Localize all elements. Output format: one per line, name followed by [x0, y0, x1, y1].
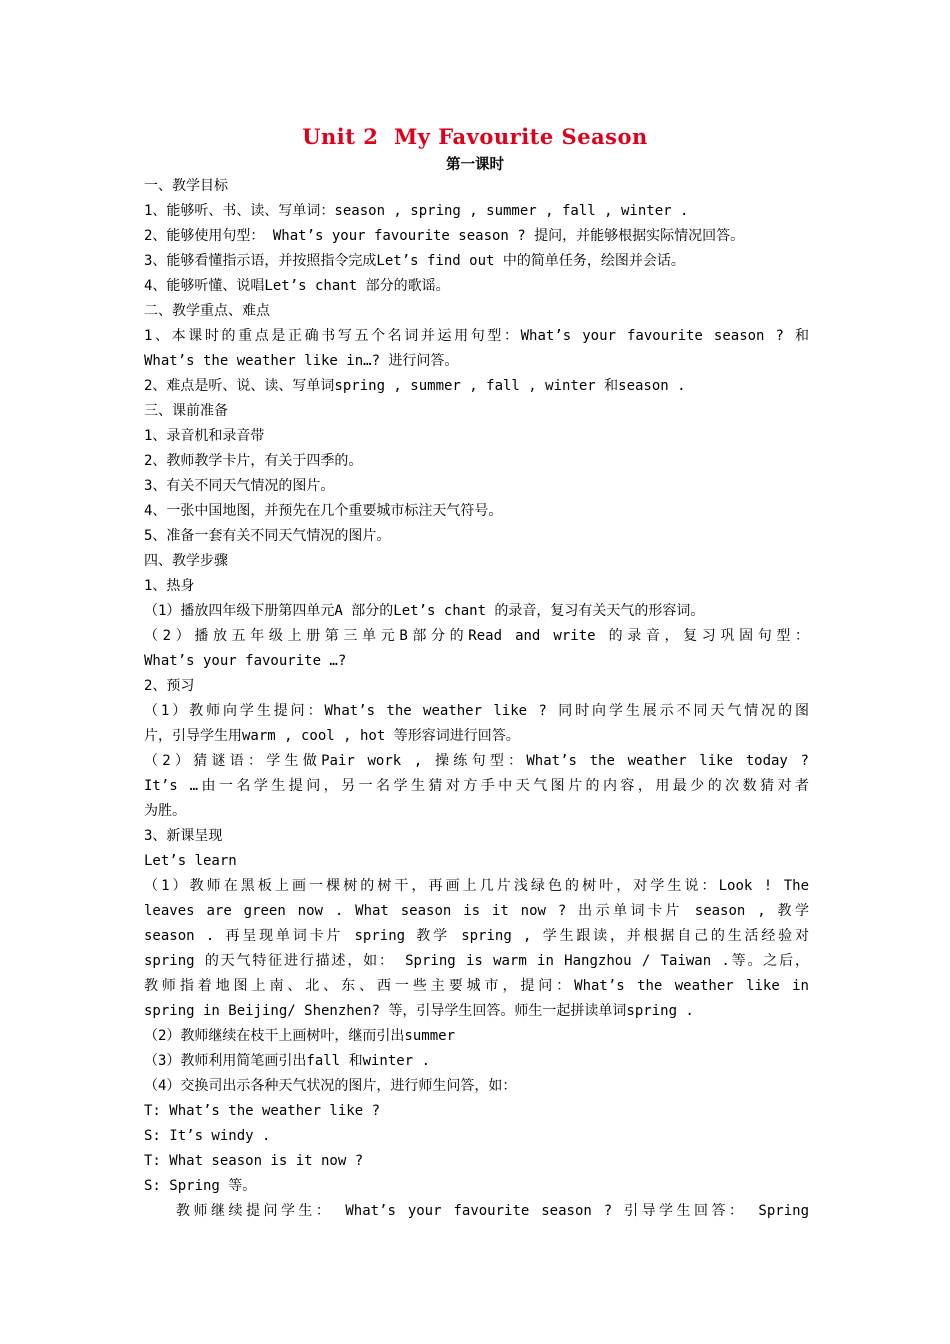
text-line: 2、预习	[144, 678, 195, 694]
lesson-subtitle: 第一课时	[446, 157, 504, 173]
dialogue-line: S: Spring 等。	[144, 1178, 257, 1194]
document-title: Unit 2 My Favourite Season	[302, 124, 648, 149]
document-body	[144, 174, 809, 1224]
text-line: 1、录音机和录音带	[144, 428, 265, 444]
text-line: 4、能够听懂、说唱Let’s chant 部分的歌谣。	[144, 278, 450, 294]
text-line: （4）交换司出示各种天气状况的图片，进行师生问答，如：	[144, 1078, 517, 1094]
text-line: （1）播放四年级下册第四单元A 部分的Let’s chant 的录音，复习有关天气的形容词。	[144, 603, 705, 619]
text-line: spring in Beijing/ Shenzhen? 等，引导学生回答。师生一起拼读单词spring .	[144, 1003, 694, 1019]
text-line: 3、有关不同天气情况的图片。	[144, 478, 335, 494]
text-line: （2）播放五年级上册第三单元B部分的Read and write 的录音，复习巩固句型：	[144, 628, 809, 644]
text-line: leaves are green now . What season is it now ? 出示单词卡片 season , 教学	[144, 903, 809, 919]
dialogue-line: T: What’s the weather like ?	[144, 1103, 381, 1119]
dialogue-line: S: It’s windy .	[144, 1128, 271, 1144]
text-line: （1）教师在黑板上画一棵树的树干，再画上几片浅绿色的树叶，对学生说：Look ! The	[144, 878, 809, 894]
text-line: 2、难点是听、说、读、写单词spring , summer , fall , winter 和season .	[144, 378, 686, 394]
section-heading: 三、课前准备	[144, 403, 228, 419]
section-heading: 二、教学重点、难点	[144, 303, 270, 319]
text-line: What’s the weather like in…? 进行问答。	[144, 353, 459, 369]
text-line: It’s …由一名学生提问，另一名学生猜对方手中天气图片的内容，用最少的次数猜对者	[144, 778, 809, 794]
text-line: 1、本课时的重点是正确书写五个名词并运用句型：What’s your favourite season ? 和	[144, 328, 809, 344]
text-line: 为胜。	[144, 803, 186, 819]
text-line: （2）猜谜语：学生做Pair work , 操练句型：What’s the weather like today ?	[144, 753, 809, 769]
text-line: season . 再呈现单词卡片 spring 教学 spring , 学生跟读，并根据自己的生活经验对	[144, 928, 809, 944]
text-line: 1、能够听、书、读、写单词：season , spring , summer , fall , winter .	[144, 203, 689, 219]
text-line: （2）教师继续在枝干上画树叶，继而引出summer	[144, 1028, 455, 1044]
text-line: spring 的天气特征进行描述，如： Spring is warm in Hangzhou / Taiwan .等。之后，	[144, 953, 809, 969]
text-line: 4、一张中国地图，并预先在几个重要城市标注天气符号。	[144, 503, 503, 519]
text-line: 3、新课呈现	[144, 828, 223, 844]
text-line: 教师继续提问学生： What’s your favourite season ? 引导学生回答： Spring	[176, 1203, 809, 1219]
text-line: 教师指着地图上南、北、东、西一些主要城市，提问：What’s the weather like in	[144, 978, 809, 994]
text-line: 1、热身	[144, 578, 195, 594]
text-line: What’s your favourite …?	[144, 653, 347, 669]
text-line: （1）教师向学生提问：What’s the weather like ? 同时向学生展示不同天气情况的图	[144, 703, 809, 719]
dialogue-line: T: What season is it now ?	[144, 1153, 364, 1169]
text-line: （3）教师利用简笔画引出fall 和winter .	[144, 1053, 431, 1069]
text-line: Let’s learn	[144, 853, 237, 869]
section-heading: 一、教学目标	[144, 178, 228, 194]
text-line: 片，引导学生用warm , cool , hot 等形容词进行回答。	[144, 728, 520, 744]
text-line: 3、能够看懂指示语，并按照指令完成Let’s find out 中的简单任务，绘图并会话。	[144, 253, 685, 269]
text-line: 2、教师教学卡片，有关于四季的。	[144, 453, 363, 469]
text-line: 2、能够使用句型： What’s your favourite season ? 提问，并能够根据实际情况回答。	[144, 228, 745, 244]
section-heading: 四、教学步骤	[144, 553, 228, 569]
text-line: 5、准备一套有关不同天气情况的图片。	[144, 528, 391, 544]
